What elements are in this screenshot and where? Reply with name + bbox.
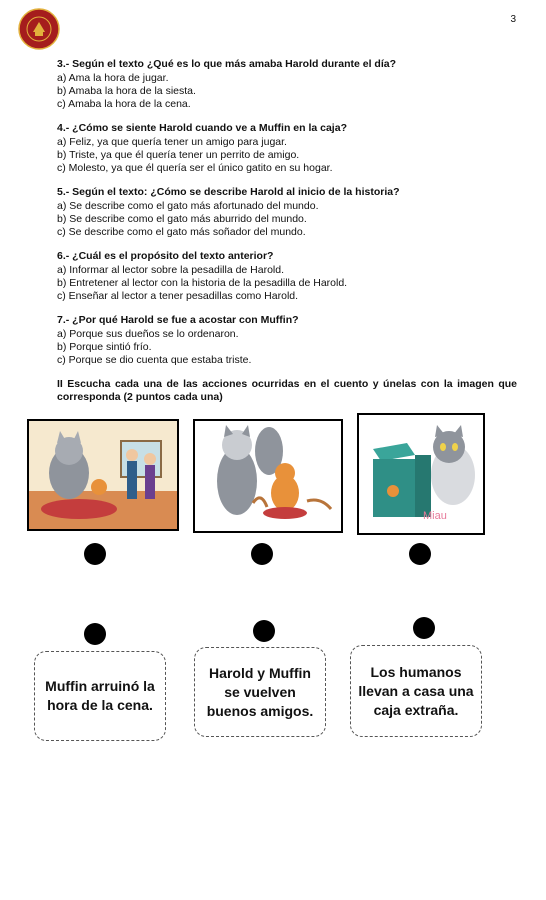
question-4 (57, 122, 517, 175)
option-a: a) Ama la hora de jugar. (57, 72, 169, 84)
option-a: a) Informar al lector sobre la pesadilla de Harold. (57, 264, 285, 276)
event-card-2 (194, 647, 326, 737)
option-b: b) Entretener al lector con la historia de la pesadilla de Harold. (57, 277, 348, 289)
question-3 (57, 58, 517, 111)
question-title: 5.- Según el texto: ¿Cómo se describe Harold al inicio de la historia? (57, 186, 400, 198)
page-number: 3 (510, 14, 516, 25)
option-c: c) Amaba la hora de la cena. (57, 98, 191, 110)
option-b: b) Se describe como el gato más aburrido del mundo. (57, 213, 307, 225)
event-card-3 (350, 645, 482, 737)
card-2-connector-dot[interactable] (253, 620, 275, 642)
event-card-text: Muffin arruinó la hora de la cena. (45, 678, 155, 713)
option-c: c) Porque se dio cuenta que estaba triste. (57, 354, 252, 366)
image-1-connector-dot[interactable] (84, 543, 106, 565)
question-6 (57, 250, 517, 303)
option-a: a) Se describe como el gato más afortunado del mundo. (57, 200, 319, 212)
question-7 (57, 314, 517, 367)
card-3-connector-dot[interactable] (413, 617, 435, 639)
option-a: a) Porque sus dueños se lo ordenaron. (57, 328, 239, 340)
event-card-text: Harold y Muffin se vuelven buenos amigos. (206, 664, 314, 719)
option-b: b) Triste, ya que él quería tener un perrito de amigo. (57, 149, 300, 161)
question-title: 7.- ¿Por qué Harold se fue a acostar con Muffin? (57, 314, 299, 326)
option-c: c) Molesto, ya que él quería ser el único gatito en su hogar. (57, 162, 333, 174)
option-b: b) Amaba la hora de la siesta. (57, 85, 196, 97)
school-logo-icon (18, 8, 60, 50)
question-5 (57, 186, 517, 239)
question-title: 4.- ¿Cómo se siente Harold cuando ve a Muffin en la caja? (57, 122, 347, 134)
image-3-connector-dot[interactable] (409, 543, 431, 565)
question-title: 3.- Según el texto ¿Qué es lo que más amaba Harold durante el día? (57, 58, 396, 70)
event-card-1 (34, 651, 166, 741)
questions-section (57, 58, 517, 415)
option-c: c) Enseñar al lector a tener pesadillas como Harold. (57, 290, 299, 302)
option-a: a) Feliz, ya que quería tener un amigo para jugar. (57, 136, 287, 148)
event-card-text: Los humanos llevan a casa una caja extraña. (358, 663, 474, 718)
meow-caption: Miau (423, 510, 447, 522)
option-b: b) Porque sintió frío. (57, 341, 152, 353)
cat-box-illustration-icon (357, 413, 485, 535)
matching-instruction: II Escucha cada una de las acciones ocurridas en el cuento y únelas con la imagen que corresponda (2 puntos cada una) (57, 378, 517, 403)
option-c: c) Se describe como el gato más soñador del mundo. (57, 226, 306, 238)
family-dinner-cat-illustration-icon (27, 419, 179, 531)
question-title: 6.- ¿Cuál es el propósito del texto anterior? (57, 250, 274, 262)
two-cats-illustration-icon (193, 419, 343, 533)
image-2-connector-dot[interactable] (251, 543, 273, 565)
card-1-connector-dot[interactable] (84, 623, 106, 645)
